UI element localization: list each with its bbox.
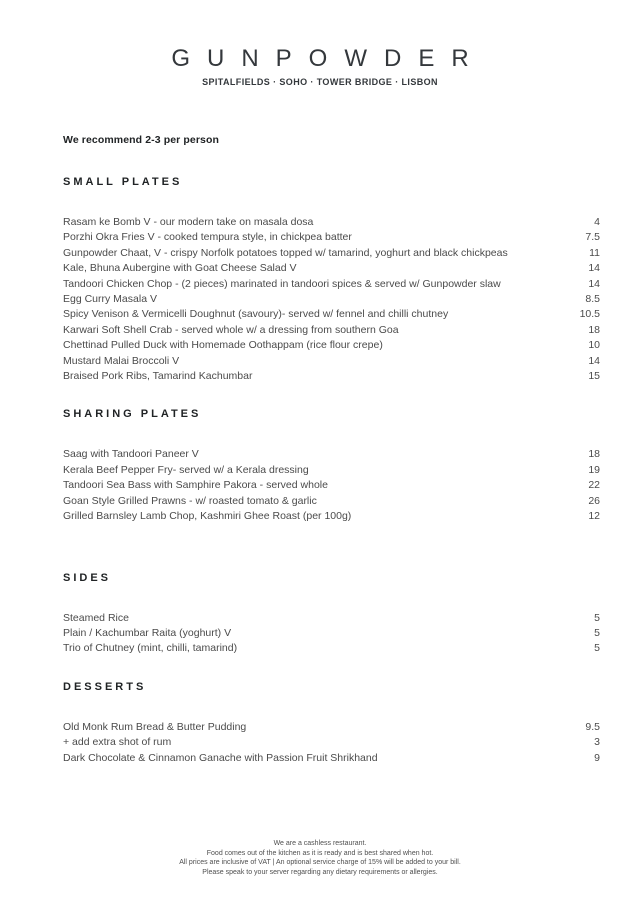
menu-item-name: Gunpowder Chaat, V - crispy Norfolk potatoes topped w/ tamarind, yoghurt and black chickpeas bbox=[63, 246, 508, 259]
menu-item-name: Karwari Soft Shell Crab - served whole w/ a dressing from southern Goa bbox=[63, 323, 399, 336]
menu-item-name: Plain / Kachumbar Raita (yoghurt) V bbox=[63, 626, 232, 639]
menu-item-price: 9 bbox=[594, 751, 600, 764]
menu-item-row bbox=[63, 369, 600, 384]
menu-item-row bbox=[63, 246, 600, 261]
menu-item-price: 18 bbox=[588, 448, 600, 461]
menu-item-name: Egg Curry Masala V bbox=[63, 293, 157, 306]
section-title: SIDES bbox=[63, 571, 112, 584]
menu-content bbox=[0, 134, 640, 766]
menu-header bbox=[0, 0, 640, 88]
menu-item-row bbox=[63, 277, 600, 292]
menu-item-row bbox=[63, 720, 600, 735]
menu-item-row bbox=[63, 641, 600, 656]
section-items bbox=[63, 720, 600, 766]
menu-item-name: Porzhi Okra Fries V - cooked tempura style, in chickpea batter bbox=[63, 231, 352, 244]
footer-line: All prices are inclusive of VAT | An optional service charge of 15% will be added to your bill. bbox=[179, 859, 461, 866]
menu-item-price: 19 bbox=[588, 463, 600, 476]
menu-item-price: 3 bbox=[594, 736, 600, 749]
menu-item-row bbox=[63, 354, 600, 369]
menu-item-price: 22 bbox=[588, 479, 600, 492]
menu-item-row bbox=[63, 509, 600, 524]
menu-item-price: 14 bbox=[588, 277, 600, 290]
menu-item-name: Steamed Rice bbox=[63, 611, 129, 624]
menu-section bbox=[63, 408, 600, 524]
menu-item-price: 8.5 bbox=[585, 293, 600, 306]
menu-item-row bbox=[63, 478, 600, 493]
menu-item-price: 12 bbox=[588, 510, 600, 523]
footer-line: Food comes out of the kitchen as it is ready and is best shared when hot. bbox=[206, 849, 434, 857]
menu-section bbox=[63, 681, 600, 766]
menu-item-row bbox=[63, 626, 600, 641]
menu-item-row bbox=[63, 215, 600, 230]
menu-item-price: 14 bbox=[588, 354, 600, 367]
menu-item-name: + add extra shot of rum bbox=[63, 736, 172, 749]
menu-item-row bbox=[63, 494, 600, 509]
menu-footer bbox=[0, 839, 640, 877]
menu-item-row bbox=[63, 292, 600, 307]
menu-item-name: Braised Pork Ribs, Tamarind Kachumbar bbox=[63, 370, 253, 383]
menu-item-name: Kerala Beef Pepper Fry- served w/ a Kerala dressing bbox=[63, 463, 309, 476]
menu-item-price: 5 bbox=[594, 611, 600, 624]
menu-item-name: Rasam ke Bomb V - our modern take on masala dosa bbox=[63, 216, 314, 228]
footer-line: Please speak to your server regarding any dietary requirements or allergies. bbox=[202, 868, 438, 876]
menu-item-price: 5 bbox=[594, 626, 600, 639]
menu-item-row bbox=[63, 230, 600, 245]
menu-item-name: Grilled Barnsley Lamb Chop, Kashmiri Ghee Roast (per 100g) bbox=[63, 510, 352, 523]
menu-item-price: 18 bbox=[588, 323, 600, 336]
menu-item-row bbox=[63, 463, 600, 478]
menu-item-row bbox=[63, 447, 600, 462]
section-items bbox=[63, 611, 600, 657]
footer-line: We are a cashless restaurant. bbox=[273, 840, 367, 847]
restaurant-logo: GUNPOWDER bbox=[171, 45, 486, 72]
menu-item-price: 15 bbox=[588, 370, 600, 383]
menu-item-price: 7.5 bbox=[585, 231, 600, 244]
menu-item-name: Goan Style Grilled Prawns - w/ roasted tomato & garlic bbox=[63, 494, 317, 507]
menu-item-row bbox=[63, 735, 600, 750]
menu-item-price: 10.5 bbox=[579, 308, 600, 321]
menu-item-name: Tandoori Chicken Chop - (2 pieces) marinated in tandoori spices & served w/ Gunpowder slaw bbox=[63, 277, 501, 290]
menu-section bbox=[63, 572, 600, 657]
menu-section bbox=[63, 176, 600, 384]
menu-item-price: 14 bbox=[588, 262, 600, 275]
menu-item-name: Kale, Bhuna Aubergine with Goat Cheese Salad V bbox=[63, 262, 297, 275]
menu-item-row bbox=[63, 323, 600, 338]
menu-item-name: Chettinad Pulled Duck with Homemade Oothappam (rice flour crepe) bbox=[63, 339, 383, 352]
section-title: SHARING PLATES bbox=[63, 408, 202, 421]
menu-item-name: Spicy Venison & Vermicelli Doughnut (savoury)- served w/ fennel and chilli chutney bbox=[63, 308, 449, 321]
menu-item-price: 11 bbox=[589, 246, 600, 259]
menu-item-price: 10 bbox=[588, 339, 600, 352]
section-title: DESSERTS bbox=[63, 680, 147, 693]
menu-item-row bbox=[63, 611, 600, 626]
menu-item-name: Old Monk Rum Bread & Butter Pudding bbox=[63, 720, 247, 733]
menu-item-row bbox=[63, 307, 600, 322]
menu-item-name: Dark Chocolate & Cinnamon Ganache with Passion Fruit Shrikhand bbox=[63, 751, 378, 764]
section-title: SMALL PLATES bbox=[63, 176, 183, 188]
menu-item-row bbox=[63, 751, 600, 766]
menu-item-row bbox=[63, 261, 600, 276]
menu-item-name: Mustard Malai Broccoli V bbox=[63, 354, 180, 367]
menu-item-name: Tandoori Sea Bass with Samphire Pakora - served whole bbox=[63, 479, 328, 492]
restaurant-locations: SPITALFIELDS · SOHO · TOWER BRIDGE · LISBON bbox=[202, 77, 438, 87]
section-items bbox=[63, 215, 600, 384]
menu-item-row bbox=[63, 338, 600, 353]
menu-item-price: 9.5 bbox=[585, 720, 600, 733]
menu-item-price: 26 bbox=[588, 494, 600, 507]
menu-item-name: Trio of Chutney (mint, chilli, tamarind) bbox=[63, 642, 238, 655]
section-items bbox=[63, 447, 600, 524]
menu-item-name: Saag with Tandoori Paneer V bbox=[63, 448, 199, 461]
menu-item-price: 5 bbox=[594, 642, 600, 655]
menu-item-price: 4 bbox=[594, 216, 600, 228]
serving-recommendation: We recommend 2-3 per person bbox=[63, 134, 219, 146]
